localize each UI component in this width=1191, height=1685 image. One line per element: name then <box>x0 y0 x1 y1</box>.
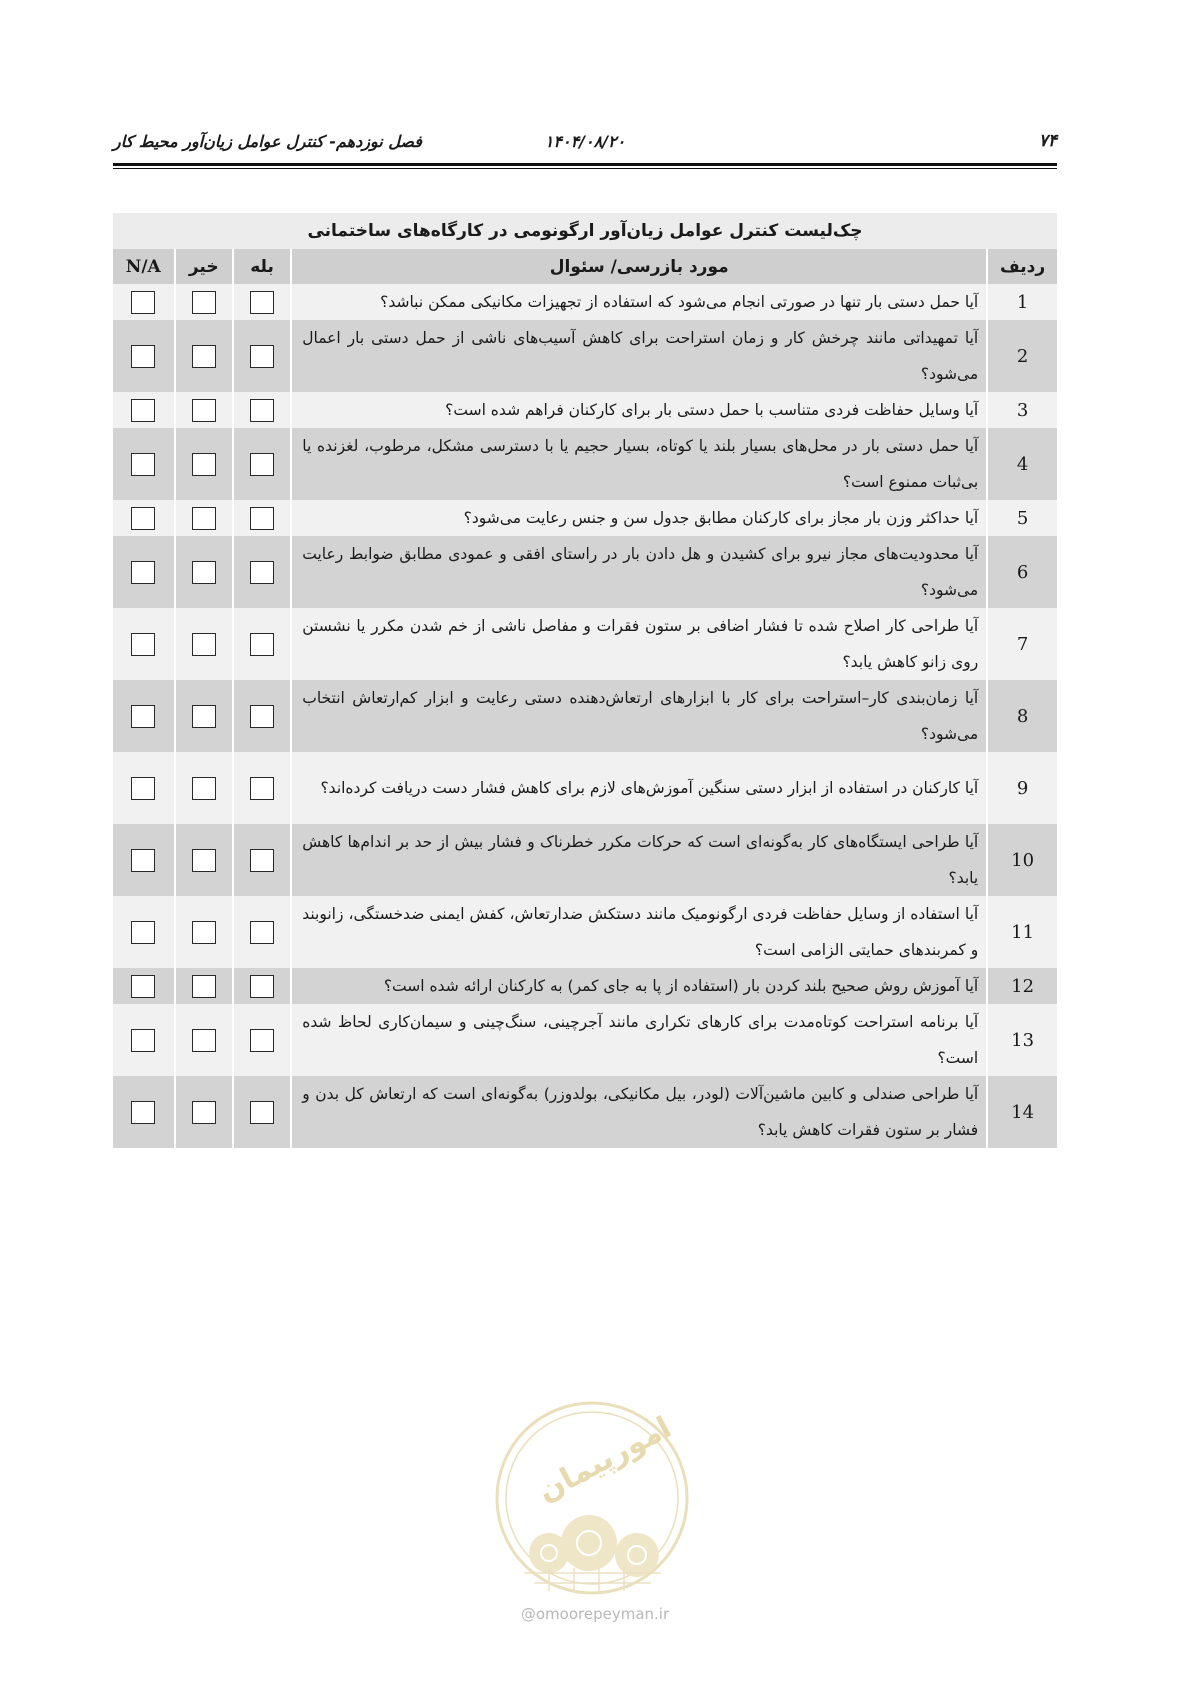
checkbox-yes[interactable] <box>250 1101 274 1124</box>
answer-cell-yes <box>233 500 291 536</box>
answer-cell-yes <box>233 680 291 752</box>
checklist-row <box>113 680 1057 752</box>
question-text: آیا زمان‌بندی کار–استراحت برای کار با ابزارهای ارتعاش‌دهنده دستی رعایت و ابزار کم‌ارتعاش انتخاب می‌شود؟ <box>291 680 987 752</box>
checkbox-yes[interactable] <box>250 561 274 584</box>
logo-lettering: امورپیمان <box>532 1410 677 1510</box>
answer-cell-na <box>113 500 175 536</box>
watermark-url: @omoorepeyman.ir <box>520 1605 670 1623</box>
answer-cell-yes <box>233 392 291 428</box>
answer-cell-no <box>175 824 233 896</box>
answer-cell-no <box>175 320 233 392</box>
question-text: آیا استفاده از وسایل حفاظت فردی ارگونومیک مانند دستکش ضدارتعاش، کفش ایمنی ضدخستگی، زانوبند و کمربندهای حمایتی الزامی است؟ <box>291 896 987 968</box>
checkbox-na[interactable] <box>131 507 155 530</box>
row-number: 5 <box>987 500 1057 536</box>
checkbox-yes[interactable] <box>250 777 274 800</box>
column-header-no: خیر <box>175 249 233 284</box>
answer-cell-na <box>113 680 175 752</box>
checkbox-yes[interactable] <box>250 633 274 656</box>
answer-cell-na <box>113 536 175 608</box>
checkbox-na[interactable] <box>131 399 155 422</box>
question-text: آیا کارکنان در استفاده از ابزار دستی سنگین آموزش‌های لازم برای کاهش فشار دست دریافت کرده‌اند؟ <box>291 752 987 824</box>
answer-cell-na <box>113 968 175 1004</box>
checkbox-na[interactable] <box>131 1029 155 1052</box>
row-number: 1 <box>987 284 1057 320</box>
answer-cell-yes <box>233 1004 291 1076</box>
chapter-title: فصل نوزدهم- کنترل عوامل زیان‌آور محیط کار <box>113 132 422 151</box>
answer-cell-na <box>113 428 175 500</box>
checklist-row <box>113 536 1057 608</box>
row-number: 10 <box>987 824 1057 896</box>
checkbox-yes[interactable] <box>250 291 274 314</box>
question-text: آیا طراحی ایستگاه‌های کار به‌گونه‌ای است که حرکات مکرر خطرناک و فشار بیش از حد بر اندام‌ها کاهش یابد؟ <box>291 824 987 896</box>
checkbox-no[interactable] <box>192 705 216 728</box>
checklist-row <box>113 824 1057 896</box>
answer-cell-yes <box>233 824 291 896</box>
column-header-na: N/A <box>113 249 175 284</box>
answer-cell-yes <box>233 608 291 680</box>
checkbox-no[interactable] <box>192 561 216 584</box>
row-number: 2 <box>987 320 1057 392</box>
row-number: 7 <box>987 608 1057 680</box>
row-number: 12 <box>987 968 1057 1004</box>
checkbox-na[interactable] <box>131 849 155 872</box>
answer-cell-na <box>113 608 175 680</box>
checklist-row <box>113 284 1057 320</box>
answer-cell-yes <box>233 968 291 1004</box>
checklist-row <box>113 752 1057 824</box>
answer-cell-no <box>175 752 233 824</box>
question-text: آیا وسایل حفاظت فردی متناسب با حمل دستی بار برای کارکنان فراهم شده است؟ <box>291 392 987 428</box>
checklist-row <box>113 1004 1057 1076</box>
checklist-row <box>113 1076 1057 1148</box>
answer-cell-na <box>113 392 175 428</box>
checkbox-na[interactable] <box>131 777 155 800</box>
checklist-row <box>113 392 1057 428</box>
answer-cell-yes <box>233 428 291 500</box>
checklist-row <box>113 608 1057 680</box>
answer-cell-yes <box>233 896 291 968</box>
answer-cell-na <box>113 320 175 392</box>
column-header-question: مورد بازرسی/ سئوال <box>291 249 987 284</box>
checkbox-yes[interactable] <box>250 849 274 872</box>
header-rule-thin <box>113 168 1057 169</box>
row-number: 14 <box>987 1076 1057 1148</box>
checklist-title: چک‌لیست کنترل عوامل زیان‌آور ارگونومی در کارگاه‌های ساختمانی <box>113 213 1057 249</box>
checkbox-yes[interactable] <box>250 399 274 422</box>
question-text: آیا برنامه استراحت کوتاه‌مدت برای کارهای تکراری مانند آجرچینی، سنگ‌چینی و سیمان‌کاری لحاظ شده است؟ <box>291 1004 987 1076</box>
checkbox-no[interactable] <box>192 1029 216 1052</box>
header-rule-thick <box>113 163 1057 166</box>
header-date: ۱۴۰۴/۰۸/۲۰ <box>544 132 626 151</box>
answer-cell-yes <box>233 320 291 392</box>
answer-cell-na <box>113 1076 175 1148</box>
checkbox-na[interactable] <box>131 921 155 944</box>
answer-cell-yes <box>233 1076 291 1148</box>
answer-cell-na <box>113 284 175 320</box>
row-number: 13 <box>987 1004 1057 1076</box>
answer-cell-no <box>175 392 233 428</box>
answer-cell-na <box>113 896 175 968</box>
checklist-row <box>113 896 1057 968</box>
column-header-yes: بله <box>233 249 291 284</box>
question-text: آیا حداکثر وزن بار مجاز برای کارکنان مطابق جدول سن و جنس رعایت می‌شود؟ <box>291 500 987 536</box>
checkbox-yes[interactable] <box>250 507 274 530</box>
answer-cell-na <box>113 752 175 824</box>
ergonomics-checklist-table <box>113 213 1057 1148</box>
answer-cell-no <box>175 680 233 752</box>
answer-cell-na <box>113 1004 175 1076</box>
checklist-row <box>113 968 1057 1004</box>
row-number: 3 <box>987 392 1057 428</box>
answer-cell-no <box>175 896 233 968</box>
checkbox-no[interactable] <box>192 849 216 872</box>
checkbox-na[interactable] <box>131 1101 155 1124</box>
question-text: آیا آموزش روش صحیح بلند کردن بار (استفاده از پا به جای کمر) به کارکنان ارائه شده است؟ <box>291 968 987 1004</box>
question-text: آیا محدودیت‌های مجاز نیرو برای کشیدن و هل دادن بار در راستای افقی و عمودی مطابق ضوابط رعایت می‌شود؟ <box>291 536 987 608</box>
checkbox-na[interactable] <box>131 345 155 368</box>
checklist-body <box>113 284 1057 1148</box>
page-number: ۷۴ <box>1038 131 1057 151</box>
question-text: آیا طراحی صندلی و کابین ماشین‌آلات (لودر، بیل مکانیکی، بولدوزر) به‌گونه‌ای است که ارتعاش کل بدن و فشار بر ستون فقرات کاهش یابد؟ <box>291 1076 987 1148</box>
row-number: 6 <box>987 536 1057 608</box>
answer-cell-no <box>175 608 233 680</box>
question-text: آیا تمهیداتی مانند چرخش کار و زمان استراحت برای کاهش آسیب‌های ناشی از حمل دستی بار اعمال می‌شود؟ <box>291 320 987 392</box>
checkbox-yes[interactable] <box>250 921 274 944</box>
answer-cell-no <box>175 428 233 500</box>
answer-cell-no <box>175 284 233 320</box>
row-number: 11 <box>987 896 1057 968</box>
answer-cell-no <box>175 968 233 1004</box>
answer-cell-no <box>175 1004 233 1076</box>
question-text: آیا حمل دستی بار تنها در صورتی انجام می‌شود که استفاده از تجهیزات مکانیکی ممکن نباشد؟ <box>291 284 987 320</box>
checkbox-yes[interactable] <box>250 975 274 998</box>
answer-cell-yes <box>233 536 291 608</box>
checkbox-yes[interactable] <box>250 705 274 728</box>
column-header-row: ردیف <box>987 249 1057 284</box>
row-number: 9 <box>987 752 1057 824</box>
checkbox-no[interactable] <box>192 633 216 656</box>
row-number: 4 <box>987 428 1057 500</box>
checkbox-na[interactable] <box>131 453 155 476</box>
checkbox-no[interactable] <box>192 345 216 368</box>
checkbox-no[interactable] <box>192 975 216 998</box>
checkbox-na[interactable] <box>131 291 155 314</box>
checkbox-na[interactable] <box>131 633 155 656</box>
answer-cell-yes <box>233 284 291 320</box>
answer-cell-no <box>175 536 233 608</box>
answer-cell-no <box>175 500 233 536</box>
company-logo-watermark <box>489 1393 696 1603</box>
checkbox-no[interactable] <box>192 1101 216 1124</box>
question-text: آیا حمل دستی بار در محل‌های بسیار بلند یا کوتاه، بسیار حجیم یا با دسترسی مشکل، مرطوب، لغزنده یا بی‌ثبات ممنوع است؟ <box>291 428 987 500</box>
checklist-row <box>113 428 1057 500</box>
checkbox-no[interactable] <box>192 921 216 944</box>
checkbox-yes[interactable] <box>250 345 274 368</box>
checkbox-na[interactable] <box>131 705 155 728</box>
checkbox-na[interactable] <box>131 561 155 584</box>
checkbox-yes[interactable] <box>250 1029 274 1052</box>
checkbox-yes[interactable] <box>250 453 274 476</box>
checkbox-no[interactable] <box>192 399 216 422</box>
answer-cell-yes <box>233 752 291 824</box>
row-number: 8 <box>987 680 1057 752</box>
checkbox-no[interactable] <box>192 777 216 800</box>
question-text: آیا طراحی کار اصلاح شده تا فشار اضافی بر ستون فقرات و مفاصل ناشی از خم شدن مکرر یا نشستن روی زانو کاهش یابد؟ <box>291 608 987 680</box>
checklist-row <box>113 320 1057 392</box>
checkbox-no[interactable] <box>192 507 216 530</box>
checkbox-no[interactable] <box>192 453 216 476</box>
checkbox-na[interactable] <box>131 975 155 998</box>
page-header <box>113 124 1057 158</box>
answer-cell-no <box>175 1076 233 1148</box>
checkbox-no[interactable] <box>192 291 216 314</box>
checklist-row <box>113 500 1057 536</box>
answer-cell-na <box>113 824 175 896</box>
